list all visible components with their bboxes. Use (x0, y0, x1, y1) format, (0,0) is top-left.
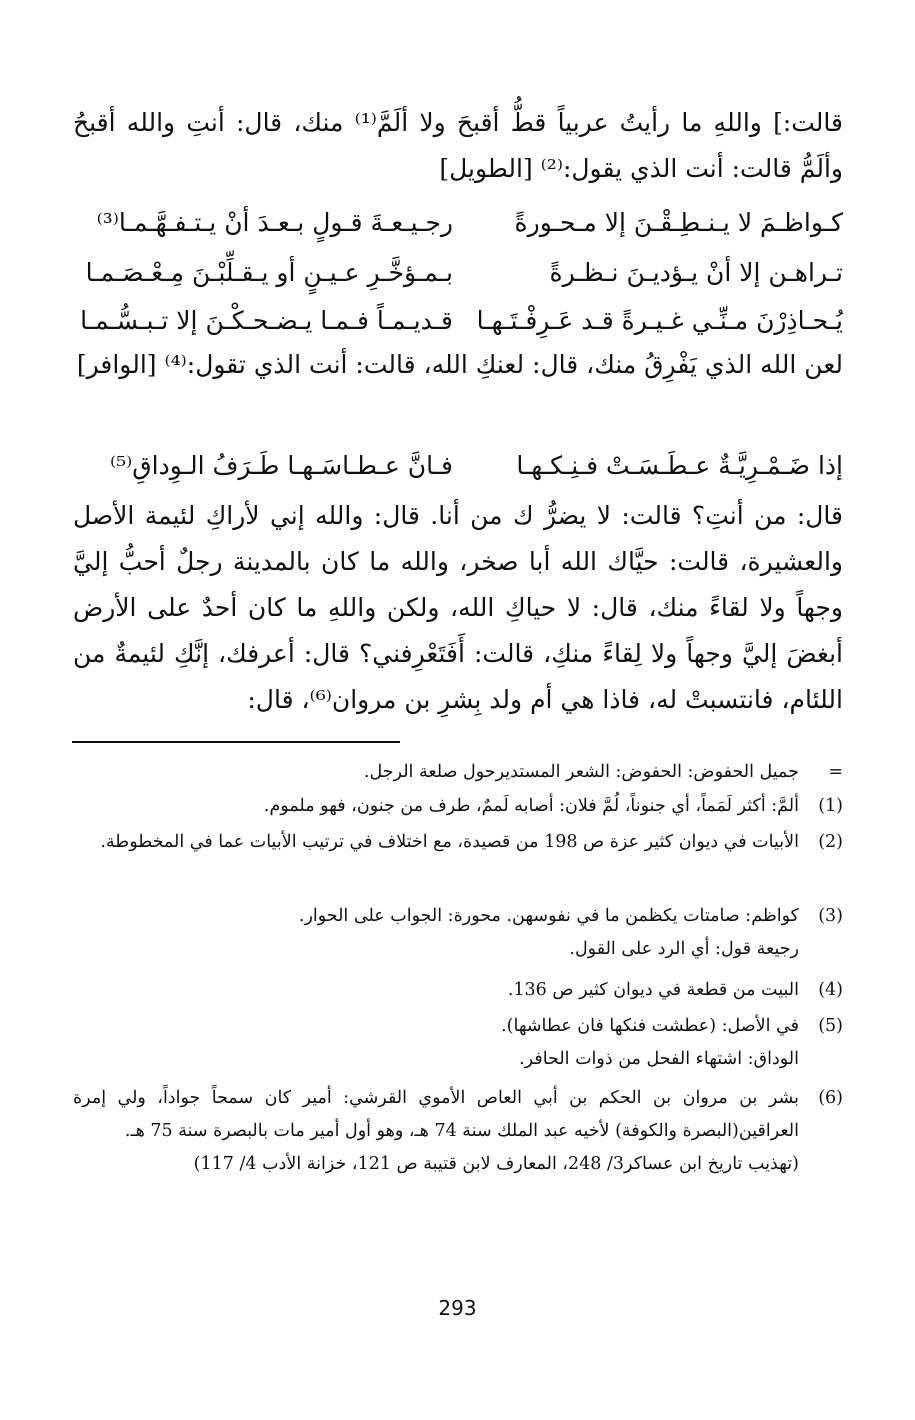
verse-4-second-hemistich: فـانَّ عـطـاسَـهـا طَـرَفُ الـوِداقِ⁽⁵⁾ (109, 451, 453, 480)
footnote-text-continued: رجيعة قول: أي الرد على القول. (569, 939, 799, 959)
page-number: 293 (438, 1296, 477, 1320)
footnote-text-continued: الوداق: اشتهاء الفحل من ذوات الحافر. (519, 1049, 799, 1069)
paragraph-opening: قالت:] واللهِ ما رأيتُ عربياً قطُّ أقبحَ ولا ألَمَّ⁽¹⁾ منك، قال: أنتِ والله أقبحُ وألَمُّ قالت: أنت الذي يقول:⁽²⁾ [الطويل] (73, 108, 843, 183)
footnote-text: الأبيات في ديوان كثير عزة ص 198 من قصيدة، مع اختلاف في ترتيب الأبيات عما في المخطوطة. (100, 832, 799, 852)
verse-1-second-hemistich: رجـيـعـةَ قـولٍ بـعـدَ أنْ يـتـفـهَّـمـا⁽³⁾ (96, 208, 453, 237)
footnote-marker: (1) (818, 796, 843, 816)
footnote-marker: (2) (818, 832, 843, 852)
footnote-separator (72, 741, 400, 743)
footnote-3 (73, 900, 843, 966)
footnote-marker: (5) (818, 1016, 843, 1036)
verse-line-2 (73, 250, 843, 296)
footnote-text: البيت من قطعة في ديوان كثير ص 136. (507, 980, 799, 1000)
footnote-continued (73, 756, 843, 789)
footnote-marker: = (828, 762, 843, 782)
verse-3-second-hemistich: قـديـمـاً فـمـا يـضـحـكْـنَ إلا تـبـسُّـمـا (80, 306, 453, 335)
footnote-text: في الأصل: (عطشت فنكها فان عطاشها). (501, 1016, 799, 1036)
paragraph-curse: لعن الله الذي يَفْرِقُ منك، قال: لعنكِ الله، قالت: أنت الذي تقول:⁽⁴⁾ [الوافر] (76, 350, 843, 379)
footnote-1 (73, 790, 843, 823)
verse-line-1 (73, 200, 843, 246)
paragraph-dialogue: قال: من أنتِ؟ قالت: لا يضرُّ ك من أنا. قال: والله إني لأراكِ لئيمة الأصل والعشيرة، قالت: حيَّاك الله أبا صخر، والله ما كان بالمدينة رجلٌ أحبُّ إليَّ وجهاً ولا لقاءً منك، قال: لا حياكِ الله، ولكن واللهِ ما كان أحدٌ على الأرض أبغضَ إليَّ وجهاً ولا لِقاءً منكِ، قالت: أَفَتَعْرِفني؟ قال: أعرفك، إنَّكِ لئيمةٌ من اللئام، فانتسبتْ له، فاذا هي أم ولد بِشرِ بن مروان⁽⁶⁾، قال: (73, 501, 843, 714)
footnote-text: ألمَّ: أكثر لَمَماً، أي جنوناً، لُمَّ فلان: أصابه لَممٌ، طرف من جنون، فهو ملموم. (263, 796, 799, 816)
verse-3-first-hemistich: يُـحـاذِرْنَ مـنِّـي غـيـرةً قـد عَـرِفْـتَـهـا (476, 306, 843, 335)
footnote-marker: (3) (818, 906, 843, 926)
verse-2-first-hemistich: تـراهـن إلا أنْ يـؤديـنَ نـظـرةً (549, 258, 843, 287)
footnote-text: جميل الحفوض: الحفوض: الشعر المستديرحول صلعة الرجل. (363, 762, 799, 782)
verse-line-3 (73, 298, 843, 344)
footnote-4 (73, 974, 843, 1007)
footnote-5 (73, 1010, 843, 1076)
footnote-text: كواظم: صامتات يكظمن ما في نفوسهن. محورة: الجواب على الحوار. (298, 906, 799, 926)
footnote-2 (73, 826, 843, 859)
footnote-text: بشر بن مروان بن الحكم بن أبي العاص الأموي القرشي: أمير كان سمحاً جواداً، ولي إمرة العراقين(البصرة والكوفة) لأخيه عبد الملك سنة 74 هـ، وهو أول أمير مات بالبصرة سنة 75 هـ. (73, 1088, 799, 1141)
footnote-6 (73, 1082, 843, 1181)
verse-line-4 (73, 443, 843, 489)
footnote-marker: (4) (818, 980, 843, 1000)
verse-4-first-hemistich: إذا ضَـمْـرِيَّـةٌ عـطَـسَـتْ فـنِـكـهـا (516, 451, 843, 480)
verse-2-second-hemistich: بـمـؤخَّـرِ عـيـنٍ أو يـقـلِّبْـنَ مِـعْـصَـمـا (85, 258, 453, 287)
footnote-text-continued: (تهذيب تاريخ ابن عساكر3/ 248، المعارف لابن قتيبة ص 121، خزانة الأدب 4/ 117) (193, 1154, 799, 1174)
footnote-marker: (6) (818, 1088, 843, 1108)
verse-1-first-hemistich: كـواظـمَ لا يـنـطِـقْـنَ إلا مـحـورةً (514, 208, 843, 237)
